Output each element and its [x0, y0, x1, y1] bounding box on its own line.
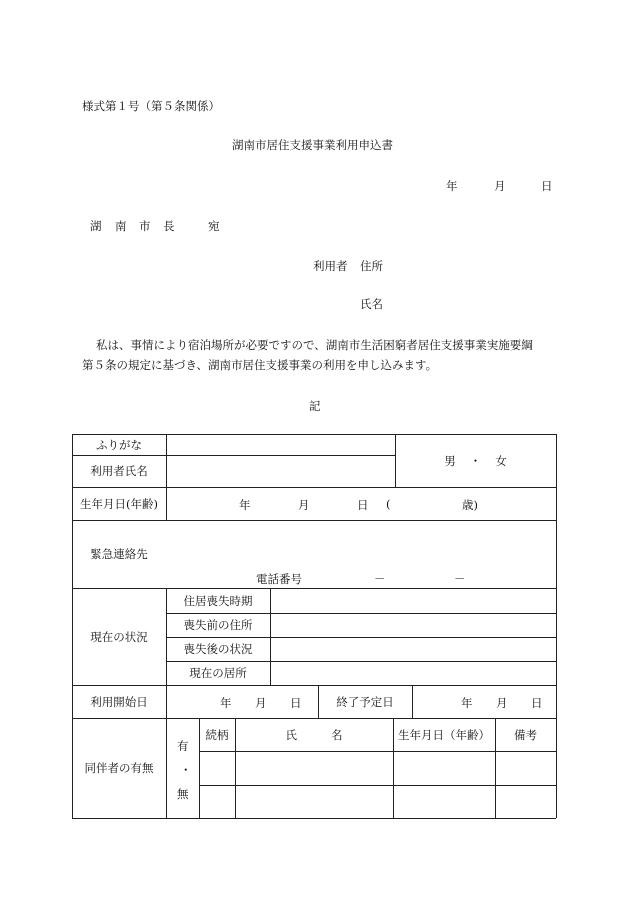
companion-dot: ・	[180, 763, 192, 777]
ki-heading: 記	[309, 399, 321, 413]
birth-label: 生年月日(年齢)	[80, 496, 158, 511]
user-name-field[interactable]	[167, 456, 395, 487]
gender-male[interactable]: 男	[444, 453, 456, 468]
companion-label: 同伴者の有無	[84, 761, 154, 775]
birth-day[interactable]: 日	[357, 498, 369, 512]
end-month[interactable]: 月	[496, 696, 508, 710]
furigana-field[interactable]	[167, 435, 395, 455]
situation-item-after-loss: 喪失後の状況	[183, 642, 253, 656]
furigana-label: ふりがな	[96, 437, 142, 452]
start-month[interactable]: 月	[255, 696, 267, 710]
applicant-label: 利用者	[313, 259, 348, 273]
situation-item-prev-address: 喪失前の住所	[183, 618, 253, 632]
declaration-line-2: 第５条の規定に基づき、湖南市居住支援事業の利用を申し込みます。	[82, 358, 438, 372]
applicant-name-label: 氏名	[360, 297, 383, 311]
addressee-char: 市	[139, 219, 151, 233]
date-month-label: 月	[494, 179, 506, 193]
birth-month[interactable]: 月	[298, 498, 310, 512]
birth-open-paren: (	[386, 497, 391, 511]
birth-age[interactable]: 歳)	[462, 498, 478, 512]
companion-no[interactable]: 無	[177, 787, 189, 801]
situation-item-loss-time: 住居喪失時期	[183, 593, 253, 608]
phone-dash-2: －	[454, 572, 466, 586]
start-year[interactable]: 年	[220, 696, 232, 710]
situation-label: 現在の状況	[90, 629, 148, 644]
situation-item-current-residence: 現在の居所	[189, 666, 247, 680]
form-number: 様式第１号（第５条関係）	[82, 99, 220, 113]
col-header-name-2: 名	[331, 727, 343, 742]
col-header-birth: 生年月日（年齢）	[398, 727, 490, 742]
col-header-name	[235, 718, 393, 751]
addressee-char: 長	[163, 219, 175, 233]
col-header-notes: 備考	[514, 727, 537, 742]
emergency-label: 緊急連絡先	[90, 547, 148, 561]
user-name-label: 利用者氏名	[90, 464, 148, 478]
addressee-char: 湖	[90, 219, 102, 233]
birth-year[interactable]: 年	[239, 498, 251, 512]
addressee-char: 南	[115, 219, 127, 233]
gender-dot: ・	[469, 453, 482, 468]
phone-label: 電話番号	[256, 572, 302, 586]
phone-dash-1: －	[374, 572, 386, 586]
col-header-relation: 続柄	[205, 727, 229, 742]
gender-selector[interactable]	[395, 434, 556, 487]
date-day-label: 日	[541, 179, 553, 193]
end-year[interactable]: 年	[461, 696, 473, 710]
end-day[interactable]: 日	[531, 696, 543, 710]
applicant-address-label: 住所	[360, 259, 383, 273]
declaration-line-1: 私は、事情により宿泊場所が必要ですので、湖南市生活困窮者居住支援事業実施要綱	[96, 338, 533, 352]
gender-female[interactable]: 女	[495, 453, 507, 468]
form-title: 湖南市居住支援事業利用申込書	[232, 138, 393, 152]
start-date-label: 利用開始日	[90, 694, 148, 709]
end-date-label: 終了予定日	[336, 694, 394, 709]
date-year-label: 年	[446, 179, 458, 193]
start-day[interactable]: 日	[290, 696, 302, 710]
addressee-suffix: 宛	[208, 219, 220, 233]
companion-yes[interactable]: 有	[177, 739, 189, 753]
col-header-name-1: 氏	[285, 727, 297, 742]
